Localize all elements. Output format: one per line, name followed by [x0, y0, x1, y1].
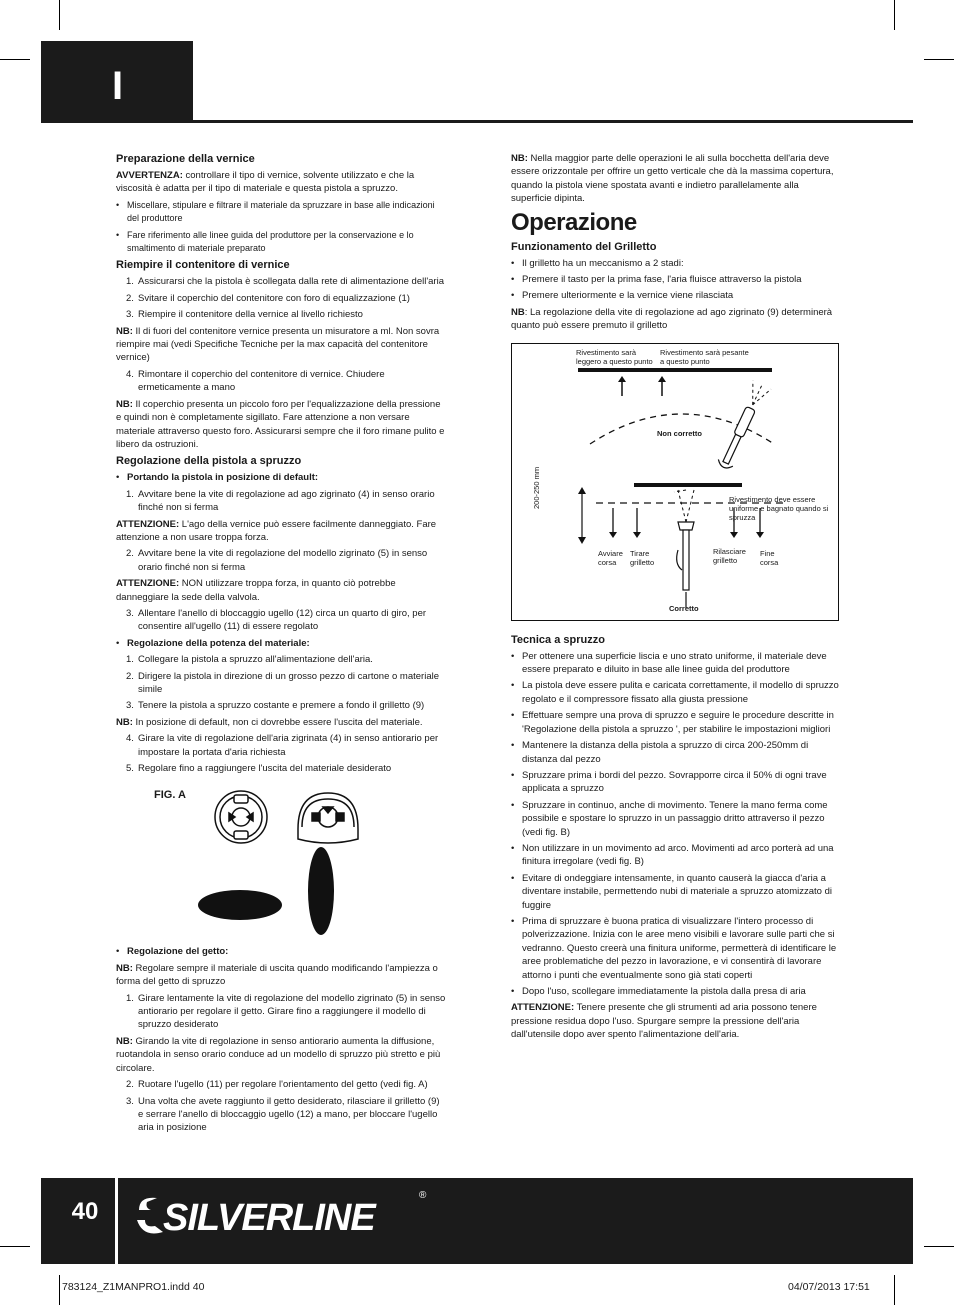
note-text: Il di fuori del contenitore vernice presenta un misuratore a ml. Non sovra riempire mai (vedi Specifiche Tecniche per la max capacità del contenitore vernice) [116, 325, 440, 364]
list-item: • Per ottenere una superficie liscia e uno strato uniforme, il materiale deve essere preparato e diluito in base alle linee guida del produttore [511, 650, 841, 677]
crop-mark [894, 0, 895, 30]
note-label: NB: [116, 1035, 133, 1047]
left-column [116, 152, 446, 1138]
list-item-text: Una volta che avete raggiunto il getto desiderato, rilasciare il grilletto (9) e serrare l'anello di bloccaggio ugello (12) a mano, per bloccare l'ugello aria in posizione [138, 1095, 440, 1134]
note-text: Il coperchio presenta un piccolo foro per l'equalizzazione della pressione e quindi non è completamente sigillato. Fare attenzione a non versare materiale attraverso questo foro. Assicurarsi sempre che il foro rimane pulito e libero da ostruzioni. [116, 398, 445, 450]
note-label: NB: [116, 962, 133, 974]
date-slug: 04/07/2013 17:51 [788, 1281, 870, 1293]
page-number: 40 [71, 1198, 99, 1225]
note-label: NB: [116, 716, 133, 728]
start-stroke-label: Avviare corsa [598, 548, 623, 567]
warning-text: controllare il tipo di vernice, solvente utilizzato e che la viscosità è adatta per il tipo di materiale e questa pistola a spruzzo. [116, 170, 415, 195]
section-title: Funzionamento del Grilletto [511, 240, 657, 253]
list-item-text: Regolazione della potenza del materiale: [127, 637, 310, 649]
list-item [116, 945, 446, 958]
crop-mark [59, 0, 60, 30]
list-item: 5. Regolare fino a raggiungere l'uscita del materiale desiderato [126, 763, 392, 775]
caution-paragraph [511, 1001, 841, 1041]
list-item: • Spruzzare prima i bordi del pezzo. Sovrapporre circa il 50% di ogni trave applicata a spruzzo [511, 769, 841, 796]
language-letter: I [112, 64, 124, 108]
caution-paragraph [116, 518, 446, 545]
distance-label: 200-250 mm [532, 466, 541, 509]
footer-divider [115, 1178, 118, 1264]
note-label: NB: [511, 153, 528, 164]
list-item-text: Tenere la pistola a spruzzo costante e premere a fondo il grilletto (9) [138, 700, 425, 712]
figure-label: FIG. A [154, 789, 186, 802]
correct-label: Corretto [669, 603, 699, 613]
warning-label: AVVERTENZA: [116, 170, 183, 181]
figure-a [116, 789, 446, 939]
warning-paragraph [116, 169, 446, 196]
crop-mark [924, 1246, 954, 1247]
caution-text: Tenere presente che gli strumenti ad aria possono tenere pressione residua dopo l'uso. Spurgare sempre la pressione dell'aria dall'utensile dopo aver spento l'alimentazione dell'aria. [511, 1002, 817, 1041]
diagram-drawing [512, 344, 838, 620]
section-title: Regolazione della pistola a spruzzo [116, 455, 302, 468]
list-item-text: Girare lentamente la vite di regolazione del modello zigrinato (5) in senso antiorario per regolare il getto. Girare fino a raggiungere il modello di spruzzo desiderato [138, 992, 446, 1031]
note-label: NB [511, 306, 525, 318]
list-item: 2. Dirigere la pistola in direzione di un grosso pezzo di cartone o materiale simile [126, 670, 439, 695]
note-label: NB: [116, 325, 133, 337]
caution-text: L'ago della vernice può essere facilmente danneggiato. Fare attenzione a non usare troppa forza. [116, 518, 437, 543]
list-item [116, 637, 446, 650]
spray-pattern-vertical [308, 847, 334, 935]
list-item-text: Ruotare l'ugello (11) per regolare l'orientamento del getto (vedi fig. A) [138, 1079, 428, 1091]
crop-mark [924, 59, 954, 60]
release-trigger-label: Rilasciare grilletto [713, 546, 746, 565]
not-correct-label: Non corretto [657, 428, 702, 438]
note-paragraph [116, 398, 446, 452]
end-stroke-label: Fine corsa [760, 548, 779, 567]
list-item: • Fare riferimento alle linee guida del produttore per la conservazione e lo smaltimento di materiale preparato [116, 229, 446, 256]
note-text: : La regolazione della vite di regolazione ad ago zigrinato (9) determinerà quanto può essere premuto il grilletto [511, 306, 833, 332]
nozzle-vertical-icon [298, 793, 358, 843]
note-paragraph [116, 716, 446, 729]
note-paragraph [116, 1035, 446, 1075]
list-item-text: Rimontare il coperchio del contenitore di vernice. Chiudere ermeticamente a mano [138, 368, 385, 394]
list-item: 4. Girare la vite di regolazione dell'aria zigrinata (4) in senso antiorario per impostare la portata d'aria richiesta [126, 733, 439, 758]
note-paragraph [511, 306, 841, 333]
list-item: • Non utilizzare in un movimento ad arco. Movimenti ad arco porterà ad una finitura irregolare (vedi fig. B) [511, 842, 841, 869]
section-title: Tecnica a spruzzo [511, 633, 605, 646]
list-item-text: Avvitare bene la vite di regolazione ad ago zigrinato (4) in senso orario finché non si ferma [138, 488, 435, 514]
list-item: 2. Avvitare bene la vite di regolazione del modello zigrinato (5) in senso orario finché non si ferma [126, 548, 428, 573]
spray-pattern-horizontal [198, 890, 282, 920]
crop-mark [0, 59, 30, 60]
caution-text: NON utilizzare troppa forza, in quanto ciò potrebbe danneggiare la sede della valvola. [116, 578, 396, 603]
list-item-text: Regolazione del getto: [127, 946, 229, 958]
list-item: • Il grilletto ha un meccanismo a 2 stadi: [511, 257, 841, 270]
list-item-text: Riempire il contenitore della vernice al livello richiesto [138, 309, 363, 321]
caution-label: ATTENZIONE: [116, 578, 180, 590]
list-item: • Prima di spruzzare è buona pratica di visualizzare l'intero processo di polverizzazione. Inizia con le aree meno visibili e lavorare sulle parti che si vedranno. Questo creerà una finitura uniforme, permetterà di identificare le aree problematiche del pezzo in lavorazione, e vi consentirà di lavorare attorno i punti che eventualmente sono già stati coperti [511, 915, 841, 982]
note-paragraph [116, 325, 446, 365]
note-text: Nella maggior parte delle operazioni le ali sulla bocchetta dell'aria deve essere orizzontale per offrire un getto verticale che dà la massima copertura, quando la pistola viene spostata avanti e indietro parallelamente alla superficie dipinta. [511, 153, 834, 205]
spray-technique-diagram [511, 343, 839, 621]
list-item [116, 471, 446, 484]
nozzle-illustration [116, 789, 446, 939]
list-item: 1. Assicurarsi che la pistola è scollegata dalla rete di alimentazione dell'aria [126, 276, 444, 288]
header-rule [193, 120, 913, 123]
registered-mark: ® [419, 1190, 427, 1201]
light-coat-label: Rivestimento sarà leggero a questo punto [576, 347, 653, 366]
file-slug: 783124_Z1MANPRO1.indd 40 [62, 1281, 205, 1293]
list-item-text: Assicurarsi che la pistola è scollegata dalla rete di alimentazione dell'aria [138, 276, 444, 288]
list-item-text: Dirigere la pistola in direzione di un grosso pezzo di cartone o materiale simile [138, 670, 439, 695]
list-item: 1. Avvitare bene la vite di regolazione ad ago zigrinato (4) in senso orario finché non si ferma [126, 488, 435, 514]
list-item-text: Avvitare bene la vite di regolazione del modello zigrinato (5) in senso orario finché non si ferma [138, 548, 428, 573]
list-item-text: Collegare la pistola a spruzzo all'alimentazione dell'aria. [138, 654, 373, 666]
pull-trigger-label: Tirare grilletto [630, 548, 655, 567]
nozzle-horizontal-icon [215, 791, 267, 843]
list-item: • La pistola deve essere pulita e caricata correttamente, il modello di spruzzo regolato e il compressore fissato alla giusta pressione [511, 679, 841, 706]
list-item: 2. Ruotare l'ugello (11) per regolare l'orientamento del getto (vedi fig. A) [126, 1079, 428, 1091]
list-item: 3. Allentare l'anello di bloccaggio ugello (12) circa un quarto di giro, per consentire all'ugello (11) di essere regolato [126, 607, 427, 633]
list-item: 3. Una volta che avete raggiunto il getto desiderato, rilasciare il grilletto (9) e serrare l'anello di bloccaggio ugello (12) a mano, per bloccare l'ugello aria in posizione [126, 1095, 440, 1134]
page-heading: Operazione [511, 208, 637, 236]
list-item: 2. Svitare il coperchio del contenitore con foro di equalizzazione (1) [126, 292, 410, 304]
logo-wordmark: SILVERLINE [163, 1197, 375, 1239]
list-item-text: Portando la pistola in posizione di default: [127, 472, 319, 484]
caution-paragraph [116, 577, 446, 604]
caution-label: ATTENZIONE: [116, 518, 180, 530]
list-item: • Evitare di ondeggiare intensamente, in quanto causerà la giacca d'aria a diventare instabile, permettendo nubi di materiale a spruzzo atomizzato di fuggire [511, 872, 841, 912]
list-item: 4. Rimontare il coperchio del contenitore di vernice. Chiudere ermeticamente a mano [126, 368, 385, 394]
list-item: • Dopo l'uso, scollegare immediatamente la pistola dalla presa di aria [511, 985, 841, 998]
crop-mark [894, 1275, 895, 1305]
list-item: • Spruzzare in continuo, anche di movimento. Tenere la mano ferma come possibile e spostare lo spruzzo in un passaggio dritto attraverso il pezzo (vedi fig. B) [511, 799, 841, 839]
note-text: In posizione di default, non ci dovrebbe essere l'uscita del materiale. [132, 716, 423, 728]
right-column [511, 152, 841, 1045]
list-item: • Premere il tasto per la prima fase, l'aria fluisce attraverso la pistola [511, 273, 841, 286]
list-item: 3. Riempire il contenitore della vernice al livello richiesto [126, 309, 363, 321]
silverline-logo [133, 1186, 433, 1246]
list-item: 1. Collegare la pistola a spruzzo all'alimentazione dell'aria. [126, 654, 373, 666]
heavy-coat-label: Rivestimento sarà pesante a questo punto [660, 347, 749, 366]
uniform-coat-label: Rivestimento deve essere uniforme e bagnato quando si spruzza [729, 494, 829, 522]
note-label: NB: [116, 398, 133, 410]
list-item: 1. Girare lentamente la vite di regolazione del modello zigrinato (5) in senso antiorario per regolare il getto. Girare fino a raggiungere il modello di spruzzo desiderato [126, 992, 446, 1031]
section-title: Riempire il contenitore di vernice [116, 259, 290, 272]
list-item: • Miscellare, stipulare e filtrare il materiale da spruzzare in base alle indicazioni del produttore [116, 199, 446, 226]
note-paragraph [511, 152, 841, 206]
list-item: • Effettuare sempre una prova di spruzzo e seguire le procedure descritte in 'Regolazione della pistola a spruzzo ', per stabilire le impostazioni migliori [511, 709, 841, 736]
caution-label: ATTENZIONE: [511, 1002, 575, 1014]
crop-mark [0, 1246, 30, 1247]
list-item-text: Regolare fino a raggiungere l'uscita del materiale desiderato [138, 763, 392, 775]
crop-mark [59, 1275, 60, 1305]
list-item: • Mantenere la distanza della pistola a spruzzo di circa 200-250mm di distanza dal pezzo [511, 739, 841, 766]
section-title: Preparazione della vernice [116, 153, 255, 165]
note-paragraph [116, 962, 446, 989]
list-item-text: Girare la vite di regolazione dell'aria zigrinata (4) in senso antiorario per impostare la portata d'aria richiesta [138, 733, 439, 758]
list-item: • Premere ulteriormente e la vernice viene rilasciata [511, 289, 841, 302]
note-text: Girando la vite di regolazione in senso antiorario aumenta la diffusione, ruotandola in senso orario conduce ad un modello di spruzzo più stretto e più circolare. [116, 1035, 441, 1074]
list-item-text: Svitare il coperchio del contenitore con foro di equalizzazione (1) [138, 292, 410, 304]
list-item-text: Allentare l'anello di bloccaggio ugello (12) circa un quarto di giro, per consentire all'ugello (11) di essere regolato [138, 607, 427, 633]
list-item: 3. Tenere la pistola a spruzzo costante e premere a fondo il grilletto (9) [126, 700, 425, 712]
note-text: Regolare sempre il materiale di uscita quando modificando l'ampiezza o forma del getto di spruzzo [116, 962, 438, 988]
